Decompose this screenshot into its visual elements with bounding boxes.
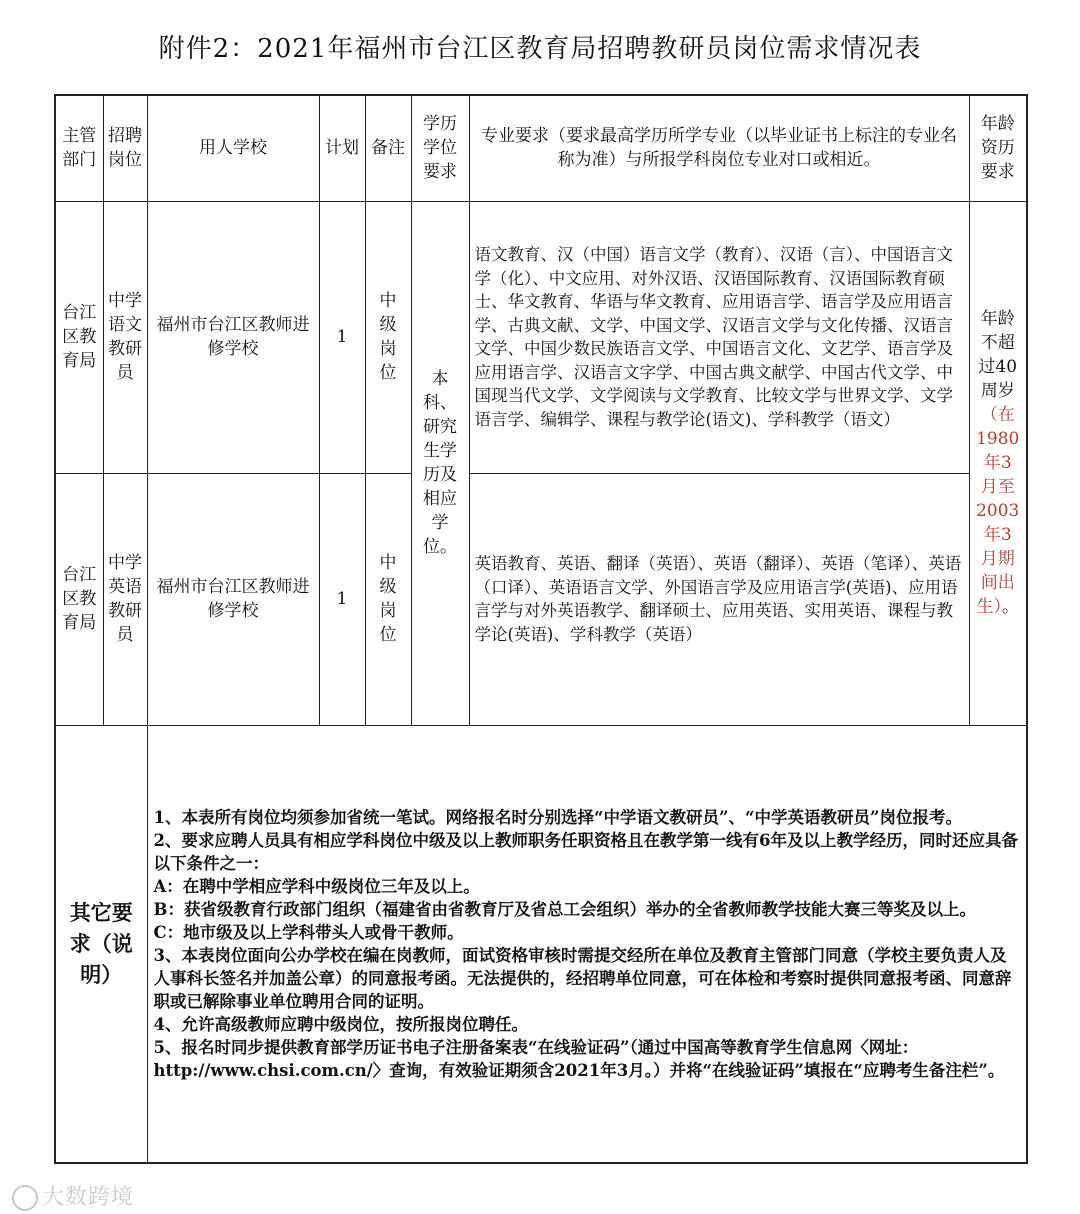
notes-row	[55, 725, 1027, 1163]
table-row	[55, 473, 1027, 725]
watermark-logo-icon	[12, 1185, 38, 1211]
watermark-text: 大数跨境	[42, 1185, 135, 1210]
row-school: 福州市台江区教师进修学校	[147, 473, 319, 725]
notes-content	[147, 725, 1027, 1163]
requirements-table	[54, 94, 1028, 1164]
age-requirement	[969, 201, 1027, 725]
age-limit-text: 年龄不超过40周岁	[978, 309, 1018, 401]
note-item: 5、报名时同步提供教育部学历证书电子注册备案表“在线验证码”（通过中国高等教育学生信息网〈网址：http://www.chsi.com.cn/〉查询，有效验证期须含2021年3月。）并将“在线验证码”填报在“应聘考生备注栏”。	[153, 1037, 1005, 1080]
header-school: 用人学校	[147, 95, 319, 201]
row-major: 英语教育、英语、翻译（英语）、英语（翻译）、英语（笔译）、英语（口译）、英语语言文学、外国语言学及应用语言学(英语)、应用语言学与对外英语教学、翻译硕士、应用英语、实用英语、课程与教学论(英语)、学科教学（英语）	[469, 473, 969, 725]
header-plan: 计划	[319, 95, 365, 201]
note-item: B：获省级教育行政部门组织（福建省由省教育厅及省总工会组织）举办的全省教师教学技能大赛三等奖及以上。	[153, 899, 976, 919]
header-row	[55, 95, 1027, 201]
header-post: 招聘岗位	[103, 95, 147, 201]
row-school: 福州市台江区教师进修学校	[147, 201, 319, 473]
page-title: 附件2：2021年福州市台江区教育局招聘教研员岗位需求情况表	[158, 34, 922, 64]
row-plan: 1	[319, 473, 365, 725]
note-item: A：在聘中学相应学科中级岗位三年及以上。	[153, 876, 480, 896]
row-remark: 中级岗位	[365, 201, 411, 473]
row-post: 中学英语教研员	[103, 473, 147, 725]
note-item: 4、允许高级教师应聘中级岗位，按所报岗位聘任。	[153, 1014, 528, 1034]
row-plan: 1	[319, 201, 365, 473]
notes-label: 其它要求（说明）	[55, 725, 147, 1163]
header-major: 专业要求（要求最高学历所学专业（以毕业证书上标注的专业名称为准）与所报学科岗位专业对口或相近。	[469, 95, 969, 201]
age-birth-range: （在1980年3月至2003年3月期间出生）	[976, 405, 1020, 617]
row-remark: 中级岗位	[365, 473, 411, 725]
row-major: 语文教育、汉（中国）语言文学（教育）、汉语（言）、中国语言文学（化）、中文应用、对外汉语、汉语国际教育、汉语国际教育硕士、华文教育、华语与华文教育、应用语言学、语言学及应用语言学、古典文献、文学、中国文学、汉语言文学与文化传播、汉语言文学、中国少数民族语言文学、中国语言文化、文艺学、语言学及应用语言学、汉语言文字学、中国古典文献学、中国古代文学、中国现当代文学、文学阅读与文学教育、比较文学与世界文学、文学语言学、编辑学、课程与教学论(语文)、学科教学（语文）	[469, 201, 969, 473]
age-period: 。	[1002, 597, 1019, 617]
row-post: 中学语文教研员	[103, 201, 147, 473]
header-dept: 主管部门	[55, 95, 103, 201]
note-item: 1、本表所有岗位均须参加省统一笔试。网络报名时分别选择“中学语文教研员”、“中学英语教研员”岗位报考。	[153, 807, 962, 827]
header-remark: 备注	[365, 95, 411, 201]
edu-requirement: 本科、研究生学历及相应学位。	[411, 201, 469, 725]
note-item: 3、本表岗位面向公办学校在编在岗教师，面试资格审核时需提交经所在单位及教育主管部门同意（学校主要负责人及人事科长签名并加盖公章）的同意报考函。无法提供的，经招聘单位同意，可在体检和考察时提供同意报考函、同意辞职或已解除事业单位聘用合同的证明。	[153, 945, 1012, 1011]
header-age: 年龄资历要求	[969, 95, 1027, 201]
row-dept: 台江区教育局	[55, 201, 103, 473]
row-dept: 台江区教育局	[55, 473, 103, 725]
note-item: 2、要求应聘人员具有相应学科岗位中级及以上教师职务任职资格且在教学第一线有6年及以上教学经历，同时还应具备以下条件之一：	[153, 830, 1018, 873]
watermark	[12, 1180, 134, 1211]
note-item: C：地市级及以上学科带头人或骨干教师。	[153, 922, 464, 942]
table-row	[55, 201, 1027, 473]
header-edu: 学历学位要求	[411, 95, 469, 201]
